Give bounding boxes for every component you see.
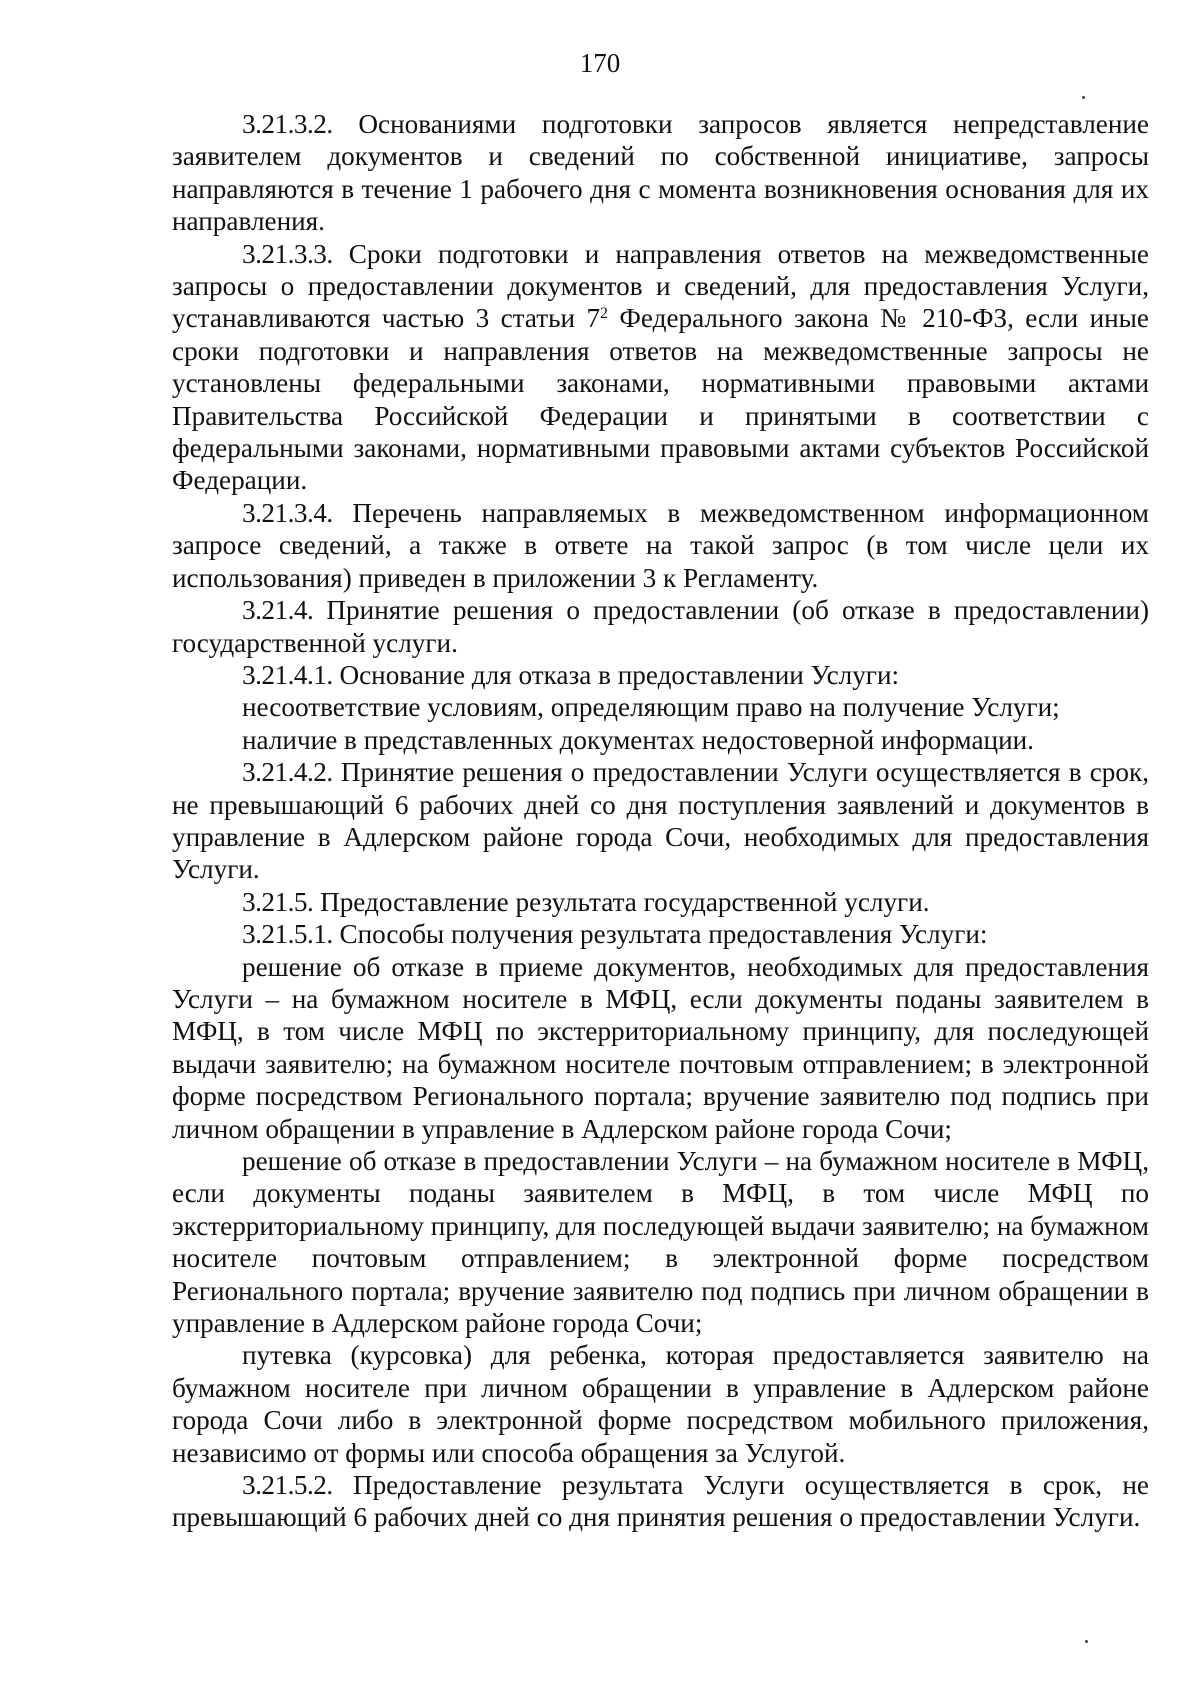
paragraph-3-21-4-1 [172,659,1149,691]
clause-number: 3.21.4. [242,595,314,626]
document-body [172,108,1149,1534]
scan-speck [1082,96,1085,99]
paragraph-3-21-5-1 [172,918,1149,950]
paragraph-text: путевка (курсовка) для ребенка, которая предоставляется заявителю на бумажном носителе при личном обращении в управление в Адлерском районе города Сочи либо в электронной форме посредством мобильного приложения, независимо от формы или способа обращения за Услугой. [172,1340,1149,1468]
clause-number: 3.21.5.1. [242,919,333,950]
paragraph-3-21-4-2 [172,756,1149,886]
paragraph-refusal-service [172,1145,1149,1339]
paragraph-text: Предоставление результата государственной услуги. [313,886,930,917]
paragraph-3-21-3-3 [172,238,1149,497]
paragraph-unreliable-info [172,724,1149,756]
paragraph-text: Перечень направляемых в межведомственном информационном запросе сведений, а также в ответе на такой запрос (в том числе цели их использования) приведен в приложении 3 к Регламенту. [172,497,1149,593]
paragraph-text: Сроки подготовки и направления ответов на межведомственные запросы о предоставлении документов и сведений, для предоставления Услуги, устанавливаются частью 3 статьи 7 [172,238,1149,334]
clause-number: 3.21.5. [242,886,314,917]
paragraph-text: Принятие решения о предоставлении (об отказе в предоставлении) государственной услуги. [172,595,1149,658]
paragraph-text-continued: Федерального закона № 210-ФЗ, если иные сроки подготовки и направления ответов на межведомственные запросы не установлены федеральными законами, нормативными правовыми актами Правительства Российской Федерации и принятыми в соответствии с федеральными законами, нормативными правовыми актами субъектов Российской Федерации. [172,303,1149,496]
paragraph-mismatch [172,691,1149,723]
paragraph-text: Основаниями подготовки запросов является непредставление заявителем документов и сведений по собственной инициативе, запросы направляются в течение 1 рабочего дня с момента возникновения основания для их направления. [172,109,1149,237]
superscript: 2 [600,305,609,323]
paragraph-3-21-3-4 [172,497,1149,594]
paragraph-text: решение об отказе в приеме документов, необходимых для предоставления Услуги – на бумажном носителе в МФЦ, если документы поданы заявителем в МФЦ, в том числе МФЦ по экстерриториальному принципу, для последующей выдачи заявителю; на бумажном носителе почтовым отправлением; в электронной форме посредством Регионального портала; вручение заявителю под подпись при личном обращении в управление в Адлерском районе города Сочи; [172,951,1149,1144]
paragraph-text: Предоставление результата Услуги осуществляется в срок, не превышающий 6 рабочих дней со дня принятия решения о предоставлении Услуги. [172,1470,1149,1533]
paragraph-3-21-3-2 [172,108,1149,238]
paragraph-text: наличие в представленных документах недостоверной информации. [242,724,1034,755]
paragraph-text: решение об отказе в предоставлении Услуги – на бумажном носителе в МФЦ, если документы поданы заявителем в МФЦ, в том числе МФЦ по экстерриториальному принципу, для последующей выдачи заявителю; на бумажном носителе почтовым отправлением; в электронной форме посредством Регионального портала; вручение заявителю под подпись при личном обращении в управление в Адлерском районе города Сочи; [172,1146,1149,1339]
clause-number: 3.21.4.1. [242,659,333,690]
paragraph-text: Способы получения результата предоставления Услуги: [332,919,988,950]
clause-number: 3.21.3.3. [242,238,333,269]
clause-number: 3.21.3.2. [242,109,333,139]
paragraph-refusal-documents [172,951,1149,1145]
paragraph-text: несоответствие условиям, определяющим право на получение Услуги; [242,692,1060,723]
clause-number: 3.21.4.2. [242,757,333,788]
scan-speck [1085,1640,1088,1643]
paragraph-text: Принятие решения о предоставлении Услуги осуществляется в срок, не превышающий 6 рабочих дней со дня поступления заявлений и документов в управление в Адлерском районе города Сочи, необходимых для предоставления Услуги. [172,757,1149,885]
clause-number: 3.21.3.4. [242,497,333,528]
paragraph-voucher [172,1339,1149,1469]
clause-number: 3.21.5.2. [242,1470,333,1501]
paragraph-3-21-5-2 [172,1469,1149,1534]
page-number: 170 [579,48,621,78]
paragraph-3-21-4 [172,594,1149,659]
paragraph-3-21-5 [172,886,1149,918]
paragraph-text: Основание для отказа в предоставлении Услуги: [332,659,900,690]
